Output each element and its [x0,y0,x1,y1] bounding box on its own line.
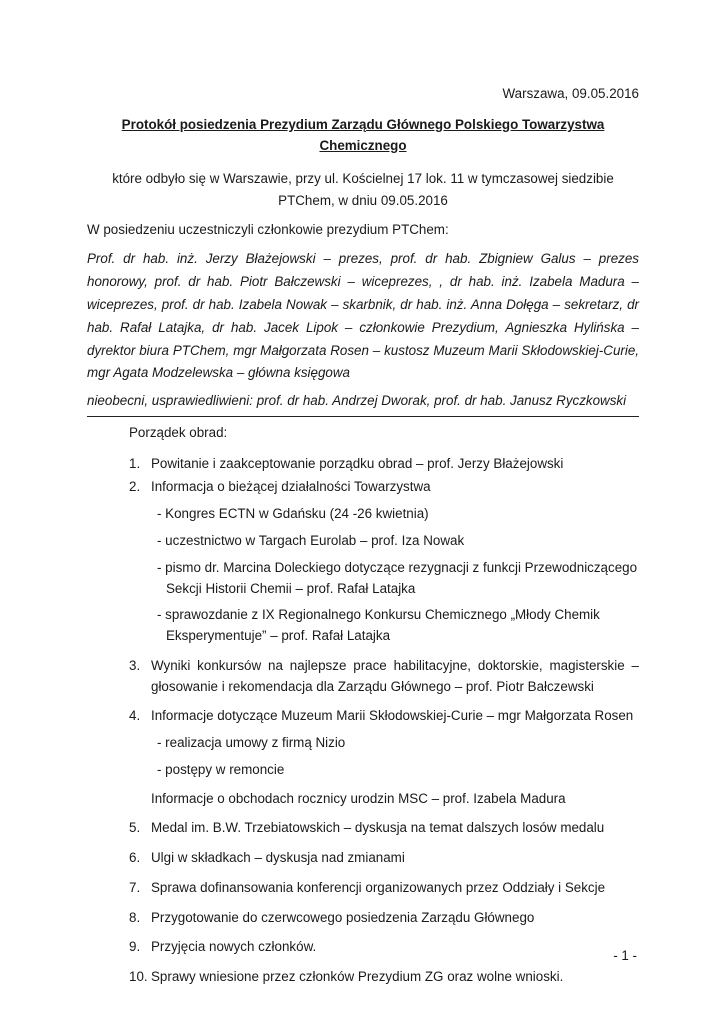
agenda-subitem: - Kongres ECTN w Gdańsku (24 -26 kwietnia) [157,506,429,522]
agenda-item-8 [129,908,639,929]
agenda-item-number: 7. [129,879,141,895]
document-page [87,84,639,991]
agenda-item-text: Informacje dotyczące Muzeum Marii Skłodowskiej-Curie – mgr Małgorzata Rosen [151,708,634,724]
document-title: Protokół posiedzenia Prezydium Zarządu Głównego Polskiego Towarzystwa Chemicznego [121,116,605,153]
agenda-item-1 [129,454,639,475]
page-number: - 1 - [613,948,637,963]
agenda-item-number: 4. [129,708,141,724]
document-subtitle [87,168,639,211]
agenda-item-text: Przygotowanie do czerwcowego posiedzenia Zarządu Głównego [151,909,535,925]
agenda-item-number: 10. [129,969,148,985]
agenda-item-text: Informacja o bieżącej działalności Towarzystwa [151,479,431,495]
agenda-item-4-extra: Informacje o obchodach rocznicy urodzin MSC – prof. Izabela Madura [151,790,566,806]
agenda-item-number: 1. [129,455,141,471]
agenda-item-text: Ulgi w składkach – dyskusja nad zmianami [151,850,405,866]
agenda-item-number: 2. [129,479,141,495]
agenda-item-text: Powitanie i zaakceptowanie porządku obrad – prof. Jerzy Błażejowski [151,455,564,471]
agenda-item-7 [129,878,639,899]
agenda-item-text: Przyjęcia nowych członków. [151,939,317,955]
agenda-item-text: Sprawy wniesione przez członków Prezydium ZG oraz wolne wnioski. [151,969,564,985]
agenda-item-10 [129,967,639,988]
document-date: Warszawa, 09.05.2016 [502,86,639,101]
agenda-item-text: Sprawa dofinansowania konferencji organizowanych przez Oddziały i Sekcje [151,879,606,895]
agenda-item-6 [129,848,639,869]
agenda-item-number: 5. [129,820,141,836]
subtitle-line-2: PTChem, w dniu 09.05.2016 [278,193,448,208]
agenda-item-number: 9. [129,939,141,955]
agenda-subitem: - sprawozdanie z IX Regionalnego Konkursu Chemicznego „Młody Chemik Eksperymentuje” – prof. Rafał Latajka [157,607,600,644]
agenda-item-number: 6. [129,850,141,866]
agenda [129,423,639,988]
agenda-subitem: - uczestnictwo w Targach Eurolab – prof. Iza Nowak [157,532,465,548]
agenda-heading: Porządek obrad: [129,424,228,440]
agenda-item-2 [129,477,639,498]
agenda-item-number: 3. [129,657,141,673]
attendance-intro: W posiedzeniu uczestniczyli członkowie prezydium PTChem: [87,221,449,237]
agenda-subitem: - postępy w remoncie [157,761,285,777]
subtitle-line-1: które odbyło się w Warszawie, przy ul. Kościelnej 17 lok. 11 w tymczasowej siedzibie [112,171,614,187]
agenda-item-5 [129,818,639,839]
agenda-item-text: Wyniki konkursów na najlepsze prace habilitacyjne, doktorskie, magisterskie – głosowanie i rekomendacja dla Zarządu Głównego – prof. Piotr Bałczewski [151,657,639,694]
attendance-members: Prof. dr hab. inż. Jerzy Błażejowski – prezes, prof. dr hab. Zbigniew Galus – prezes honorowy, prof. dr hab. Piotr Bałczewski – wiceprezes, , dr hab. inż. Izabela Madura – wiceprezes, prof. dr hab. Izabela Nowak – skarbnik, dr hab. inż. Anna Dołęga – sekretarz, dr hab. Rafał Latajka, dr hab. Jacek Lipok – członkowie Prezydium, Agnieszka Hylińska – dyrektor biura PTChem, mgr Małgorzata Rosen – kustosz Muzeum Marii Skłodowskiej-Curie, mgr Agata Modzelewska – główna księgowa [87,251,639,381]
agenda-subitem: - pismo dr. Marcina Doleckiego dotyczące rezygnacji z funkcji Przewodniczącego Sekcji Historii Chemii – prof. Rafał Latajka [157,559,638,596]
agenda-item-text: Medal im. B.W. Trzebiatowskich – dyskusja na temat dalszych losów medalu [151,820,605,836]
agenda-item-number: 8. [129,909,141,925]
agenda-item-9 [129,937,639,958]
agenda-subitem: - realizacja umowy z firmą Nizio [157,735,346,751]
attendance-absent: nieobecni, usprawiedliwieni: prof. dr hab. Andrzej Dworak, prof. dr hab. Janusz Ryczkowski [87,391,639,417]
agenda-item-4 [129,706,639,727]
agenda-item-3 [129,656,639,698]
